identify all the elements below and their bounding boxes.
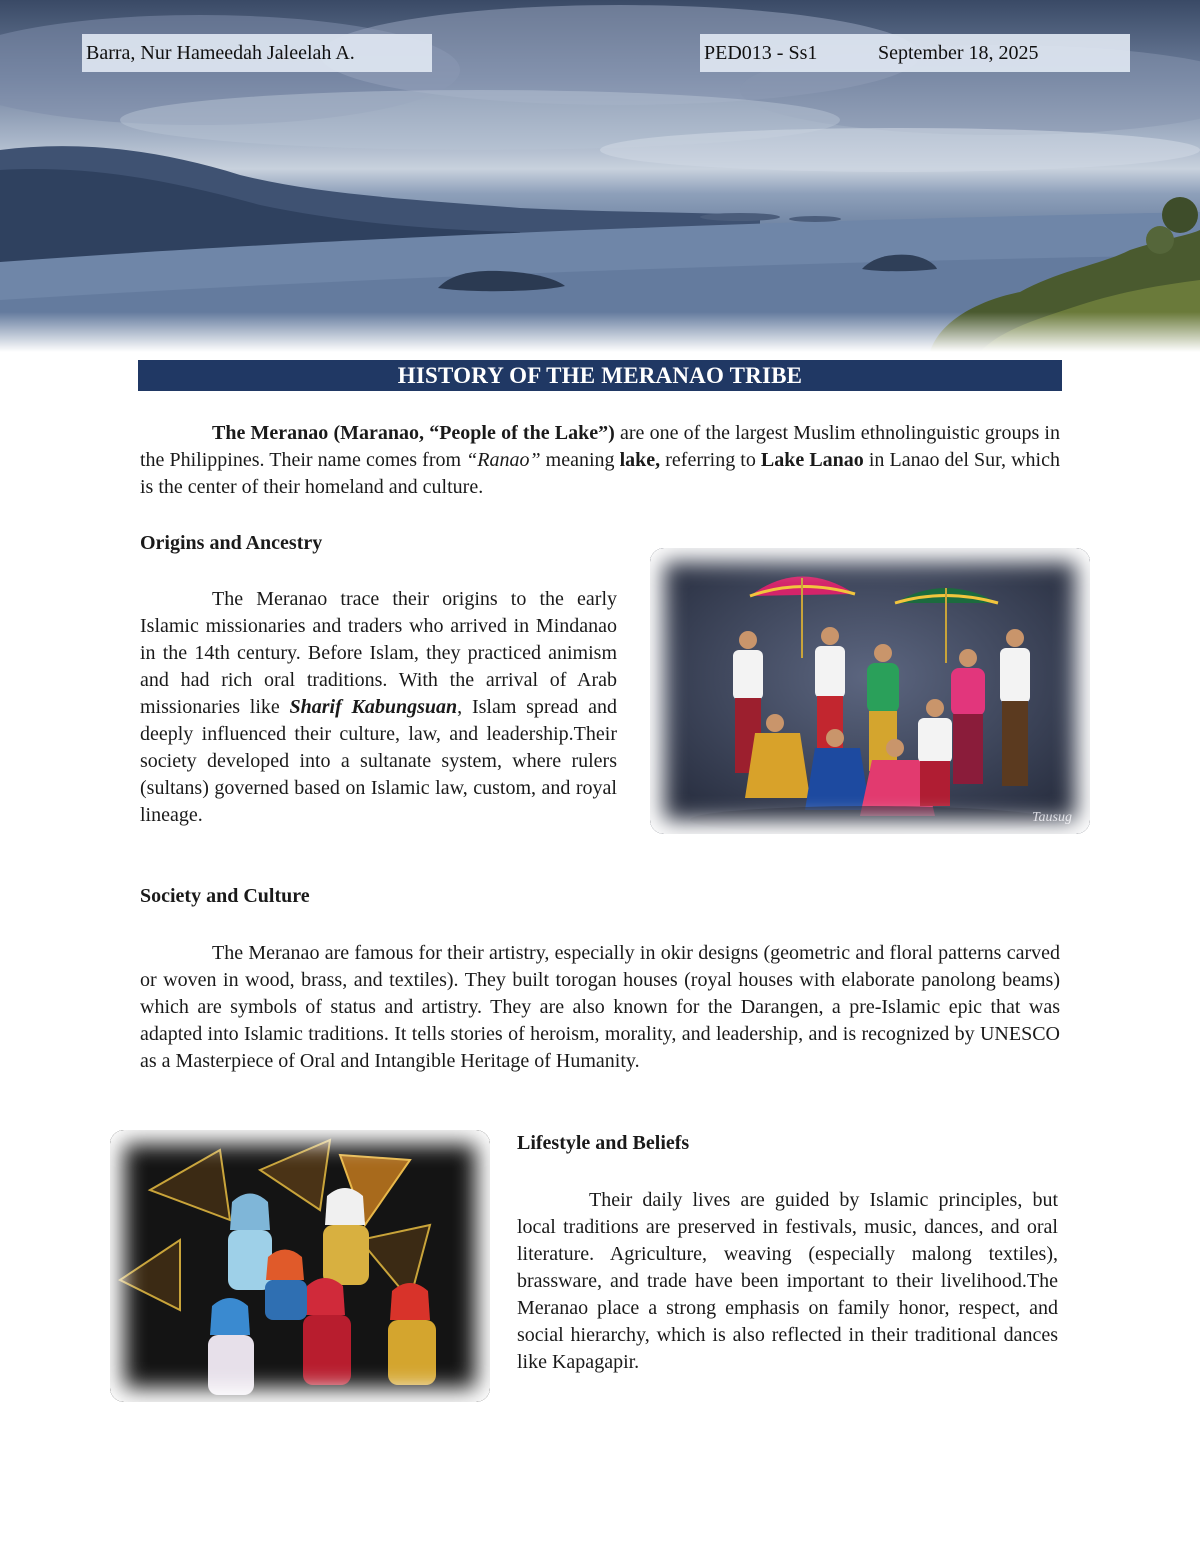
origins-text: The Meranao trace their origins to the early Islamic missionaries and traders who arrived in Mindanao in the 14th century. Before Islam, they practiced animism and had rich oral traditions. With the arrival of Arab missionaries like [140,588,617,718]
society-paragraph: The Meranao are famous for their artistry, especially in okir designs (geometric and floral patterns carved or woven in wood, brass, and textiles). They built torogan houses (royal houses with elaborate panolong beams) which are symbols of status and artistry. They are also known for the Darangen, a pre-Islamic epic that was adapted into Islamic traditions. It tells stories of heroism, morality, and leadership, and is recognized by UNESCO as a Masterpiece of Oral and Intangible Heritage of Humanity. [140,942,1060,1072]
course-date-box [700,34,1130,72]
heading-lifestyle: Lifestyle and Beliefs [517,1132,690,1154]
intro-text: are one of the largest Muslim ethnolinguistic groups in the Philippines. Their name comes from [140,422,1060,471]
course-code: PED013 - Ss1 [704,42,818,64]
origins-paragraph [140,586,617,829]
intro-bold-name: The Meranao (Maranao, “People of the Lake”) [212,422,615,444]
origins-text: , Islam spread and deeply influenced their culture, law, and leadership.Their society developed into a sultanate system, where rulers (sultans) governed based on Islamic law, custom, and royal lineage. [140,696,617,826]
lifestyle-paragraph: Their daily lives are guided by Islamic principles, but local traditions are preserved in festivals, music, dances, and oral literature. Agriculture, weaving (especially malong textiles), brassware, and trade have been important to their livelihood.The Meranao place a strong emphasis on family honor, respect, and social hierarchy, which is also reflected in their traditional dances like Kapagapir. [517,1189,1058,1373]
intro-bold-lake-lanao: Lake Lanao [760,449,864,471]
intro-paragraph [140,420,1060,501]
document-title: HISTORY OF THE MERANAO TRIBE [138,360,1062,391]
intro-bold-lake: lake, [619,449,661,471]
intro-italic-term: “Ranao” [466,449,541,471]
photo-vignette [110,1130,490,1402]
header-banner-lake-photo [0,0,1200,352]
meranao-fan-dancers-photo [110,1130,490,1402]
meranao-dancers-umbrellas-photo [650,548,1090,834]
origins-bold-name: Sharif Kabungsuan [289,696,458,718]
photo-watermark: Tausug [1032,810,1072,825]
intro-text: meaning [540,449,620,471]
heading-society: Society and Culture [140,885,310,907]
document-date: September 18, 2025 [878,42,1039,64]
banner-fade [0,312,1200,352]
heading-origins: Origins and Ancestry [140,532,323,554]
student-name-box [82,34,432,72]
intro-text: referring to [660,449,761,471]
photo-vignette [650,548,1090,834]
student-name: Barra, Nur Hameedah Jaleelah A. [86,42,355,64]
intro-text: in Lanao del Sur, which is the center of their homeland and culture. [140,449,1060,498]
